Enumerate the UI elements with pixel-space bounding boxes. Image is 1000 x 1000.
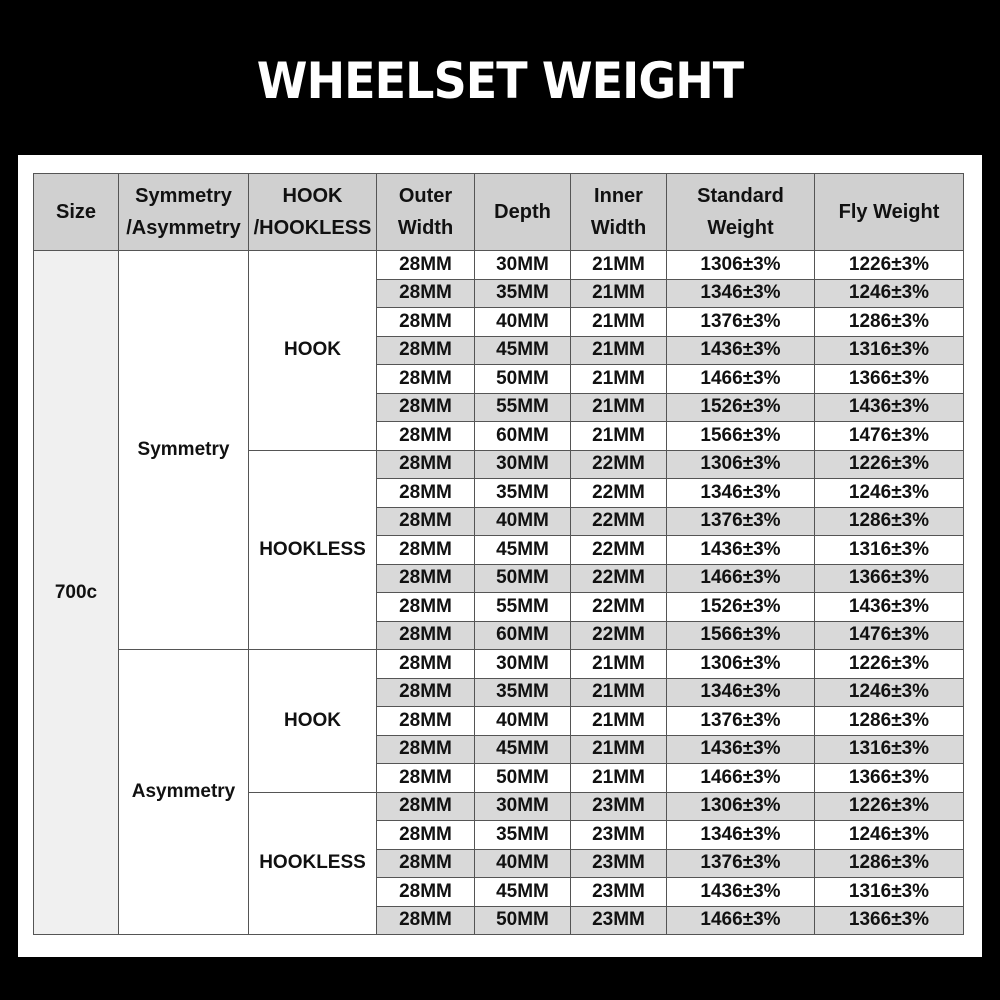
cell-std: 1526±3%: [667, 393, 815, 422]
cell-outer: 28MM: [377, 621, 475, 650]
cell-inner: 22MM: [571, 450, 667, 479]
cell-outer: 28MM: [377, 336, 475, 365]
cell-depth: 45MM: [475, 336, 571, 365]
cell-outer: 28MM: [377, 878, 475, 907]
page-title: WHEELSET WEIGHT: [256, 52, 744, 110]
cell-depth: 40MM: [475, 707, 571, 736]
cell-inner: 23MM: [571, 821, 667, 850]
cell-inner: 21MM: [571, 735, 667, 764]
cell-depth: 50MM: [475, 906, 571, 935]
cell-inner: 22MM: [571, 564, 667, 593]
cell-std: 1346±3%: [667, 821, 815, 850]
table-row: [34, 650, 964, 679]
cell-outer: 28MM: [377, 279, 475, 308]
cell-depth: 35MM: [475, 821, 571, 850]
cell-fly: 1226±3%: [815, 450, 964, 479]
sym-hookless-cell: HOOKLESS: [249, 450, 377, 650]
sym-hook-cell: HOOK: [249, 251, 377, 451]
header-symmetry: Symmetry /Asymmetry: [119, 174, 249, 251]
cell-fly: 1316±3%: [815, 735, 964, 764]
cell-std: 1436±3%: [667, 536, 815, 565]
cell-fly: 1366±3%: [815, 764, 964, 793]
header-outer-width: Outer Width: [377, 174, 475, 251]
cell-fly: 1246±3%: [815, 479, 964, 508]
cell-outer: 28MM: [377, 450, 475, 479]
cell-fly: 1476±3%: [815, 422, 964, 451]
cell-inner: 21MM: [571, 251, 667, 280]
cell-depth: 40MM: [475, 507, 571, 536]
cell-std: 1376±3%: [667, 308, 815, 337]
cell-depth: 50MM: [475, 365, 571, 394]
cell-fly: 1366±3%: [815, 564, 964, 593]
cell-depth: 35MM: [475, 279, 571, 308]
cell-std: 1306±3%: [667, 251, 815, 280]
cell-inner: 22MM: [571, 593, 667, 622]
header-standard-weight: Standard Weight: [667, 174, 815, 251]
cell-outer: 28MM: [377, 251, 475, 280]
cell-inner: 23MM: [571, 906, 667, 935]
cell-fly: 1246±3%: [815, 821, 964, 850]
cell-inner: 21MM: [571, 678, 667, 707]
cell-std: 1346±3%: [667, 279, 815, 308]
cell-fly: 1226±3%: [815, 251, 964, 280]
cell-fly: 1366±3%: [815, 906, 964, 935]
cell-fly: 1286±3%: [815, 308, 964, 337]
cell-std: 1376±3%: [667, 707, 815, 736]
cell-outer: 28MM: [377, 479, 475, 508]
cell-inner: 21MM: [571, 650, 667, 679]
cell-outer: 28MM: [377, 593, 475, 622]
weight-table: [33, 173, 964, 935]
cell-depth: 60MM: [475, 621, 571, 650]
cell-std: 1306±3%: [667, 450, 815, 479]
cell-std: 1306±3%: [667, 650, 815, 679]
cell-outer: 28MM: [377, 308, 475, 337]
cell-std: 1346±3%: [667, 479, 815, 508]
header-inner-width: Inner Width: [571, 174, 667, 251]
cell-fly: 1316±3%: [815, 536, 964, 565]
size-cell: 700c: [34, 251, 119, 935]
cell-fly: 1436±3%: [815, 593, 964, 622]
cell-inner: 21MM: [571, 308, 667, 337]
cell-outer: 28MM: [377, 735, 475, 764]
cell-inner: 21MM: [571, 279, 667, 308]
cell-outer: 28MM: [377, 906, 475, 935]
cell-inner: 23MM: [571, 849, 667, 878]
cell-inner: 21MM: [571, 764, 667, 793]
cell-std: 1436±3%: [667, 735, 815, 764]
cell-depth: 40MM: [475, 849, 571, 878]
cell-std: 1306±3%: [667, 792, 815, 821]
cell-fly: 1246±3%: [815, 279, 964, 308]
cell-inner: 22MM: [571, 536, 667, 565]
cell-std: 1526±3%: [667, 593, 815, 622]
cell-fly: 1316±3%: [815, 336, 964, 365]
cell-outer: 28MM: [377, 536, 475, 565]
cell-std: 1566±3%: [667, 422, 815, 451]
cell-depth: 35MM: [475, 479, 571, 508]
cell-depth: 40MM: [475, 308, 571, 337]
cell-outer: 28MM: [377, 678, 475, 707]
cell-std: 1376±3%: [667, 849, 815, 878]
cell-std: 1466±3%: [667, 365, 815, 394]
cell-outer: 28MM: [377, 849, 475, 878]
cell-outer: 28MM: [377, 650, 475, 679]
cell-depth: 35MM: [475, 678, 571, 707]
cell-depth: 30MM: [475, 792, 571, 821]
cell-inner: 21MM: [571, 365, 667, 394]
header-fly-weight: Fly Weight: [815, 174, 964, 251]
cell-inner: 21MM: [571, 336, 667, 365]
cell-outer: 28MM: [377, 564, 475, 593]
cell-depth: 50MM: [475, 564, 571, 593]
cell-depth: 30MM: [475, 450, 571, 479]
cell-fly: 1436±3%: [815, 393, 964, 422]
table-row: [34, 251, 964, 280]
cell-fly: 1226±3%: [815, 650, 964, 679]
cell-fly: 1316±3%: [815, 878, 964, 907]
cell-outer: 28MM: [377, 821, 475, 850]
cell-depth: 50MM: [475, 764, 571, 793]
cell-depth: 45MM: [475, 878, 571, 907]
cell-fly: 1246±3%: [815, 678, 964, 707]
cell-inner: 21MM: [571, 707, 667, 736]
cell-fly: 1226±3%: [815, 792, 964, 821]
cell-outer: 28MM: [377, 764, 475, 793]
cell-fly: 1286±3%: [815, 507, 964, 536]
cell-fly: 1286±3%: [815, 849, 964, 878]
cell-depth: 30MM: [475, 650, 571, 679]
cell-inner: 23MM: [571, 792, 667, 821]
header-row: [34, 174, 964, 251]
asym-hook-cell: HOOK: [249, 650, 377, 793]
cell-std: 1466±3%: [667, 564, 815, 593]
cell-outer: 28MM: [377, 707, 475, 736]
cell-fly: 1366±3%: [815, 365, 964, 394]
cell-fly: 1476±3%: [815, 621, 964, 650]
cell-outer: 28MM: [377, 365, 475, 394]
cell-std: 1436±3%: [667, 878, 815, 907]
cell-outer: 28MM: [377, 792, 475, 821]
cell-depth: 45MM: [475, 536, 571, 565]
asym-hookless-cell: HOOKLESS: [249, 792, 377, 935]
cell-inner: 22MM: [571, 479, 667, 508]
header-size: Size: [34, 174, 119, 251]
cell-std: 1466±3%: [667, 764, 815, 793]
cell-depth: 55MM: [475, 593, 571, 622]
cell-inner: 23MM: [571, 878, 667, 907]
cell-depth: 30MM: [475, 251, 571, 280]
cell-outer: 28MM: [377, 393, 475, 422]
cell-std: 1466±3%: [667, 906, 815, 935]
cell-depth: 60MM: [475, 422, 571, 451]
header-hook: HOOK /HOOKLESS: [249, 174, 377, 251]
cell-outer: 28MM: [377, 422, 475, 451]
cell-inner: 21MM: [571, 422, 667, 451]
cell-std: 1566±3%: [667, 621, 815, 650]
asymmetry-group-cell: Asymmetry: [119, 650, 249, 935]
cell-outer: 28MM: [377, 507, 475, 536]
cell-std: 1346±3%: [667, 678, 815, 707]
cell-depth: 55MM: [475, 393, 571, 422]
symmetry-group-cell: Symmetry: [119, 251, 249, 650]
cell-std: 1436±3%: [667, 336, 815, 365]
cell-fly: 1286±3%: [815, 707, 964, 736]
cell-inner: 22MM: [571, 621, 667, 650]
cell-inner: 22MM: [571, 507, 667, 536]
header-depth: Depth: [475, 174, 571, 251]
cell-std: 1376±3%: [667, 507, 815, 536]
cell-inner: 21MM: [571, 393, 667, 422]
cell-depth: 45MM: [475, 735, 571, 764]
